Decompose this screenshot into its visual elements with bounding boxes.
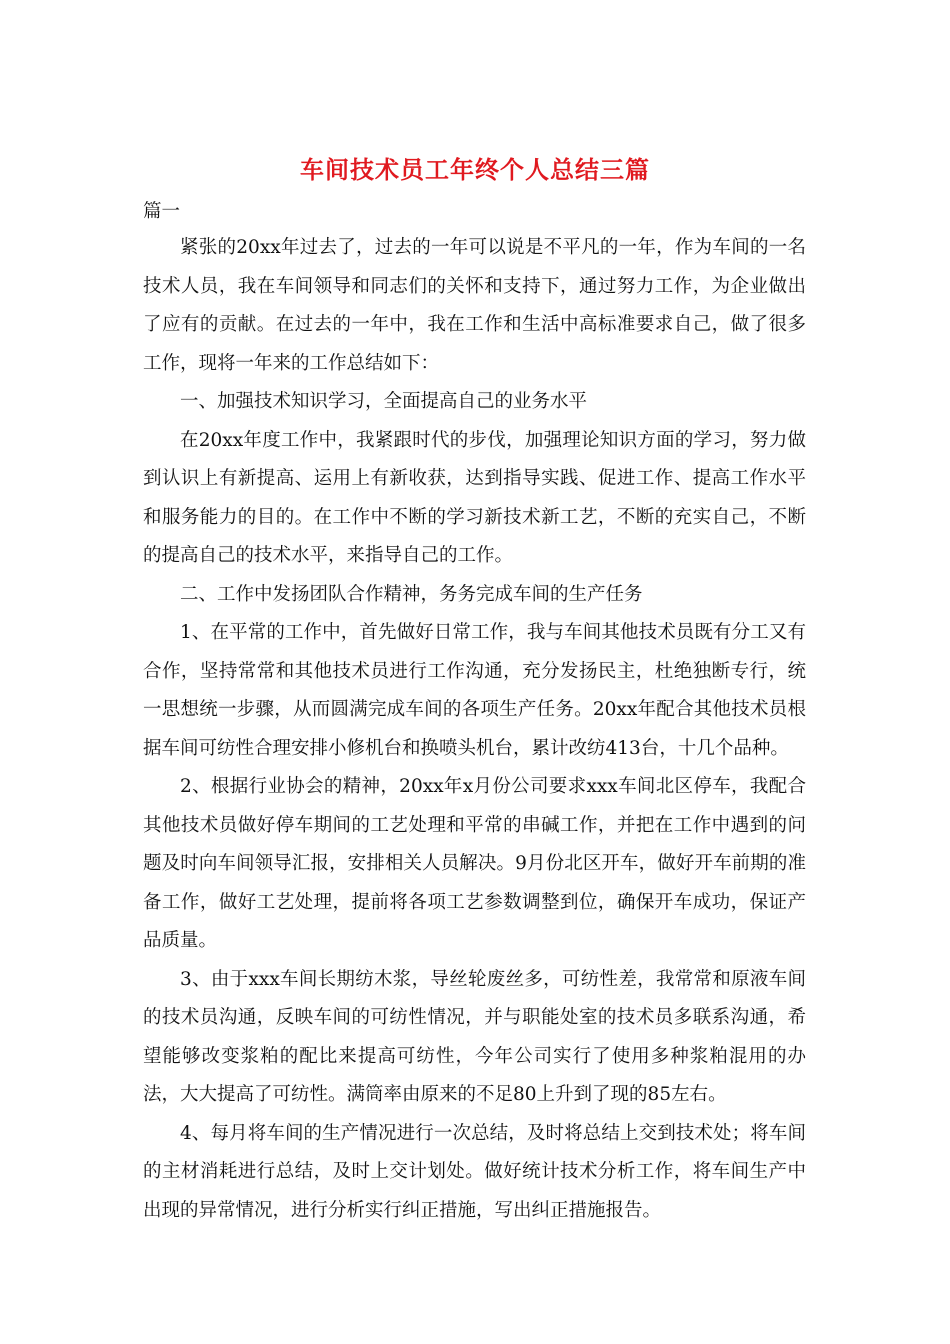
paragraph-item-2: 2、根据行业协会的精神，20xx年x月份公司要求xxx车间北区停车，我配合其他技术员做好停车期间的工艺处理和平常的串碱工作，并把在工作中遇到的问题及时向车间领导汇报，安排相关人员解决。9月份北区开车，做好开车前期的准备工作，做好工艺处理，提前将各项工艺参数调整到位，确保开车成功，保证产品质量。	[143, 776, 806, 951]
paragraph-item-1: 1、在平常的工作中，首先做好日常工作，我与车间其他技术员既有分工又有合作，坚持常常和其他技术员进行工作沟通，充分发扬民主，杜绝独断专行，统一思想统一步骤，从而圆满完成车间的各项生产任务。20xx年配合其他技术员根据车间可纺性合理安排小修机台和换喷头机台，累计改纺413台，十几个品种。	[143, 622, 806, 759]
heading-one: 一、加强技术知识学习，全面提高自己的业务水平	[180, 391, 588, 412]
document-body	[143, 229, 806, 1230]
heading-two: 二、工作中发扬团队合作精神，务务完成车间的生产任务	[180, 583, 643, 605]
paragraph-item-3: 3、由于xxx车间长期纺木浆，导丝轮废丝多，可纺性差，我常常和原液车间的技术员沟通，反映车间的可纺性情况，并与职能处室的技术员多联系沟通，希望能够改变浆粕的配比来提高可纺性，今年公司实行了使用多种浆粕混用的办法，大大提高了可纺性。满筒率由原来的不足80上升到了现的85左右。	[143, 968, 806, 1105]
paragraph-study: 在20xx年度工作中，我紧跟时代的步伐，加强理论知识方面的学习，努力做到认识上有新提高、运用上有新收获，达到指导实践、促进工作、提高工作水平和服务能力的目的。在工作中不断的学习新技术新工艺，不断的充实自己，不断的提高自己的技术水平，来指导自己的工作。	[143, 429, 806, 566]
paragraph-item-4: 4、每月将车间的生产情况进行一次总结，及时将总结上交到技术处；将车间的主材消耗进行总结，及时上交计划处。做好统计技术分析工作，将车间生产中出现的异常情况，进行分析实行纠正措施，写出纠正措施报告。	[143, 1122, 806, 1221]
paragraph-intro: 紧张的20xx年过去了，过去的一年可以说是不平凡的一年，作为车间的一名技术人员，我在车间领导和同志们的关怀和支持下，通过努力工作，为企业做出了应有的贡献。在过去的一年中，我在工作和生活中高标准要求自己，做了很多工作，现将一年来的工作总结如下：	[143, 237, 806, 374]
document-title: 车间技术员工年终个人总结三篇	[300, 155, 650, 184]
section-label: 篇一	[143, 201, 181, 222]
